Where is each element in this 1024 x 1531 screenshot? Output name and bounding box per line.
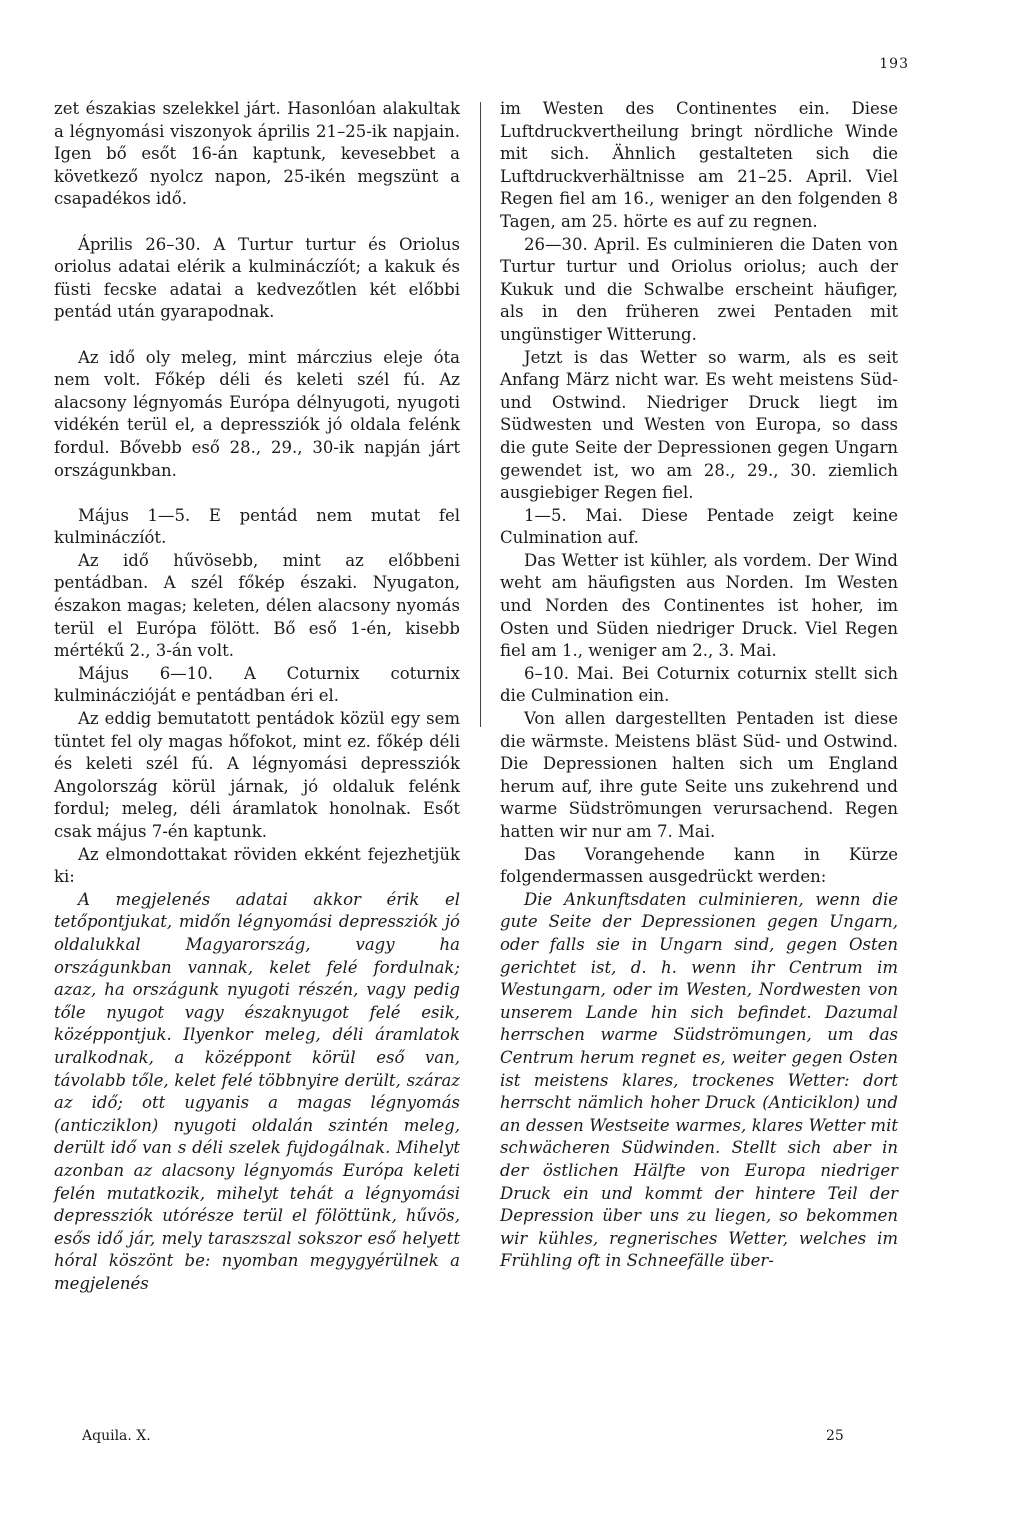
page-number: 193 xyxy=(879,56,909,72)
left-paragraph-4: Május 1—5. E pentád nem mutat fel kulmináczíót. xyxy=(54,505,460,548)
left-paragraph-2: Április 26–30. A Turtur turtur és Oriolus oriolus adatai elérik a kulmináczíót; a kakuk és füsti fecske adatai a kedvezőtlen két előbbi pentád után gyarapodnak. xyxy=(54,234,460,322)
column-divider xyxy=(480,102,481,727)
left-paragraph-3: Az idő oly meleg, mint márczius eleje óta nem volt. Főkép déli és keleti szél fú. Az alacsony légnyomás Európa délnyugoti, nyugoti vidékén terül el, a depressziók jó oldala felénk fordul. Bővebb eső 28., 29., 30-ik napján járt országunkban. xyxy=(54,347,460,480)
right-paragraph-5: Das Wetter ist kühler, als vordem. Der Wind weht am häufigsten aus Norden. Im Westen und Norden des Continentes ist hoher, im Osten und Süden niedriger Druck. Viel Regen fiel am 1., weniger am 2., 3. Mai. xyxy=(500,550,898,661)
right-paragraph-2: 26—30. April. Es culminieren die Daten von Turtur turtur und Oriolus oriolus; auch der Kukuk und die Schwalbe erscheint häufiger, als in den früheren zwei Pentaden mit ungünstiger Witterung. xyxy=(500,234,898,344)
right-paragraph-6: 6–10. Mai. Bei Coturnix coturnix stellt sich die Culmination ein. xyxy=(500,663,898,706)
left-paragraph-1: zet északias szelekkel járt. Hasonlóan alakultak a légnyomási viszonyok április 21–25-ik napjain. Igen bő esőt 16-án kaptunk, kevesebbet a következő nyolcz napon, 25-ikén megszünt a csapadékos idő. xyxy=(54,99,460,209)
right-paragraph-1: im Westen des Continentes ein. Diese Luftdruckvertheilung bringt nördliche Winde mit sich. Ähnlich gestalteten sich die Luftdruckverhältnisse am 21–25. April. Viel Regen fiel am 16., weniger an den folgenden 8 Tagen, am 25. hörte es auf zu regnen. xyxy=(500,99,898,231)
left-paragraph-7: Az eddig bemutatott pentádok közül egy sem tüntet fel oly magas hőfokot, mint ez. főkép déli és keleti szél fú. A légnyomási depressziók Angolország körül járnak, jó oldaluk felénk fordul; meleg, déli áramlatok honolnak. Esőt csak május 7-én kaptunk. xyxy=(54,709,460,841)
footer-signature: Aquila. X. xyxy=(82,1428,151,1444)
left-paragraph-6: Május 6—10. A Coturnix coturnix kulmináczióját e pentádban éri el. xyxy=(54,663,460,706)
right-paragraph-4: 1—5. Mai. Diese Pentade zeigt keine Culmination auf. xyxy=(500,505,898,548)
right-paragraph-3: Jetzt is das Wetter so warm, als es seit Anfang März nicht war. Es weht meistens Süd- und Ostwind. Niedriger Druck liegt im Südwesten und Westen von Europa, so dass die gute Seite der Depressionen gegen Ungarn gewendet ist, wo am 28., 29., 30. ziemlich ausgiebiger Regen fiel. xyxy=(500,347,898,503)
left-paragraph-5: Az idő hűvösebb, mint az előbbeni pentádban. A szél főkép északi. Nyugaton, északon magas; keleten, délen alacsony nyomás terül el Európa fölött. Bő eső 1-én, kisebb mértékű 2., 3-án volt. xyxy=(54,550,460,661)
footer-sheet-number: 25 xyxy=(826,1428,844,1444)
right-paragraph-8: Das Vorangehende kann in Kürze folgendermassen ausgedrückt werden: xyxy=(500,844,898,887)
right-paragraph-9: Die Ankunftsdaten culminieren, wenn die gute Seite der Depressionen gegen Ungarn, oder falls sie in Ungarn sind, gegen Osten gerichtet ist, d. h. wenn ihr Centrum im Westungarn, oder im Westen, Nordwesten von unserem Lande hin sich befindet. Dazumal herrschen warme Südströmungen, um das Centrum herum regnet es, weiter gegen Osten ist meistens klares, trockenes Wetter: dort herrscht nämlich hoher Druck (Anticiklon) und an dessen Westseite warmes, klares Wetter mit schwächeren Südwinden. Stellt sich aber in der östlichen Hälfte von Europa niedriger Druck ein und kommt der hintere Teil der Depression über uns zu liegen, so bekommen wir kühles, regnerisches Wetter, welches im Frühling oft in Schneefälle über- xyxy=(500,889,898,1271)
left-paragraph-9: A megjelenés adatai akkor érik el tetőpontjukat, midőn légnyomási depressziók jó oldalukkal Magyarország, vagy ha országunkban vannak, kelet felé fordulnak; azaz, ha országunk nyugoti részén, vagy pedig tőle nyugot vagy északnyugot felé esik, középpontjuk. Ilyenkor meleg, déli áramlatok uralkodnak, a középpont körül eső van, távolabb tőle, kelet felé többnyire derült, száraz az idő; ott ugyanis a magas légnyomás (anticziklon) nyugoti oldalán szintén meleg, derült idő van s déli szelek fujdogálnak. Mihelyt azonban az alacsony légnyomás Európa keleti felén mutatkozik, mihelyt tehát a légnyomási depressziók utórésze terül el fölöttünk, hűvös, esős idő jár, mely taraszszal sokszor eső helyett hóral köszönt be: nyomban megygyérülnek a megjelenés xyxy=(54,889,460,1293)
left-paragraph-8: Az elmondottakat röviden ekként fejezhetjük ki: xyxy=(54,844,460,887)
right-paragraph-7: Von allen dargestellten Pentaden ist diese die wärmste. Meistens bläst Süd- und Ostwind. Die Depressionen halten sich um England herum auf, ihre gute Seite uns zukehrend und warme Südströmungen verursachend. Regen hatten wir nur am 7. Mai. xyxy=(500,709,898,841)
left-column xyxy=(54,98,460,1295)
right-column xyxy=(500,98,898,1273)
